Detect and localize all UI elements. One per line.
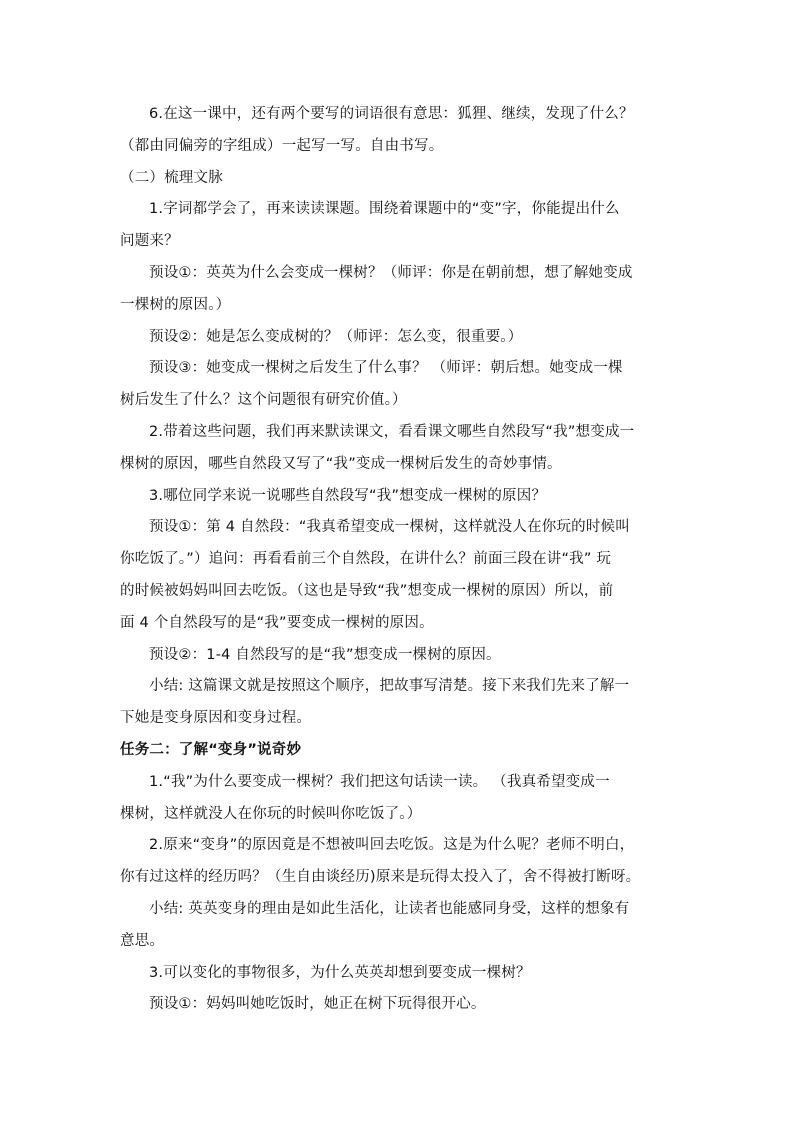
text-line: 预设①：英英为什么会变成一棵树？（师评：你是在朝前想，想了解她变成 (149, 264, 633, 281)
text-line: 你吃饭了。”）追问：再看看前三个自然段，在讲什么？前面三段在讲“我” 玩 (120, 551, 612, 568)
text-line: 6.在这一课中，还有两个要写的词语很有意思：狐狸、继续，发现了什么？ (149, 106, 634, 122)
text-line: 1.字词都学会了，再来读读课题。围绕着课题中的“变”字，你能提出什么 (149, 201, 620, 218)
section-heading: 任务二：了解“变身”说奇妙 (120, 741, 302, 758)
text-line: 2.带着这些问题，我们再来默读课文，看看课文哪些自然段写“我”想变成一 (149, 423, 635, 440)
text-line: 棵树的原因，哪些自然段又写了“我”变成一棵树后发生的奇妙事情。 (120, 455, 562, 472)
text-line: 面 4 个自然段写的是“我”要变成一棵树的原因。 (120, 614, 434, 631)
text-line: 预设②：1-4 自然段写的是“我”想变成一棵树的原因。 (149, 646, 501, 663)
text-line: 预设①：第 4 自然段：“我真希望变成一棵树，这样就没人在你玩的时候叫 (149, 519, 630, 536)
text-line: （都由同偏旁的字组成）一起写一写。自由书写。 (120, 137, 444, 154)
document-body (120, 99, 690, 1021)
text-line: 3.可以变化的事物很多，为什么英英却想到要变成一棵树？ (149, 964, 531, 981)
text-line: 2.原来“变身”的原因竟是不想被叫回去吃饭。这是为什么呢？老师不明白， (149, 837, 635, 854)
text-line: 1.“我”为什么要变成一棵树？我们把这句话读一读。 （我真希望变成一 (149, 773, 610, 790)
text-line: 预设③：她变成一棵树之后发生了什么事？ （师评：朝后想。她变成一棵 (149, 360, 623, 377)
text-line: 3.哪位同学来说一说哪些自然段写“我”想变成一棵树的原因？ (149, 487, 547, 504)
text-line: 预设②：她是怎么变成树的？（师评：怎么变，很重要。） (149, 328, 523, 345)
text-line: 小结: 英英变身的理由是如此生活化，让读者也能感同身受，这样的想象有 (149, 900, 630, 917)
text-line: 你有过这样的经历吗？（生自由谈经历)原来是玩得太投入了，舍不得被打断呀。 (120, 869, 641, 886)
text-line: 意思。 (120, 932, 165, 949)
text-line: （二）梳理文脉 (120, 169, 223, 186)
text-line: 树后发生了什么？这个问题很有研究价值。） (120, 392, 407, 409)
text-line: 小结: 这篇课文就是按照这个顺序，把故事写清楚。接下来我们先来了解一 (149, 678, 630, 695)
text-line: 问题来？ (120, 233, 179, 250)
text-line: 一棵树的原因。） (120, 296, 231, 313)
text-line: 棵树，这样就没人在你玩的时候叫你吃饭了。） (120, 805, 422, 822)
text-line: 的时候被妈妈叫回去吃饭。（这也是导致“我”想变成一棵树的原因）所以，前 (120, 582, 614, 599)
text-line: 预设①：妈妈叫她吃饭时，她正在树下玩得很开心。 (149, 996, 486, 1013)
text-line: 下她是变身原因和变身过程。 (120, 710, 312, 727)
